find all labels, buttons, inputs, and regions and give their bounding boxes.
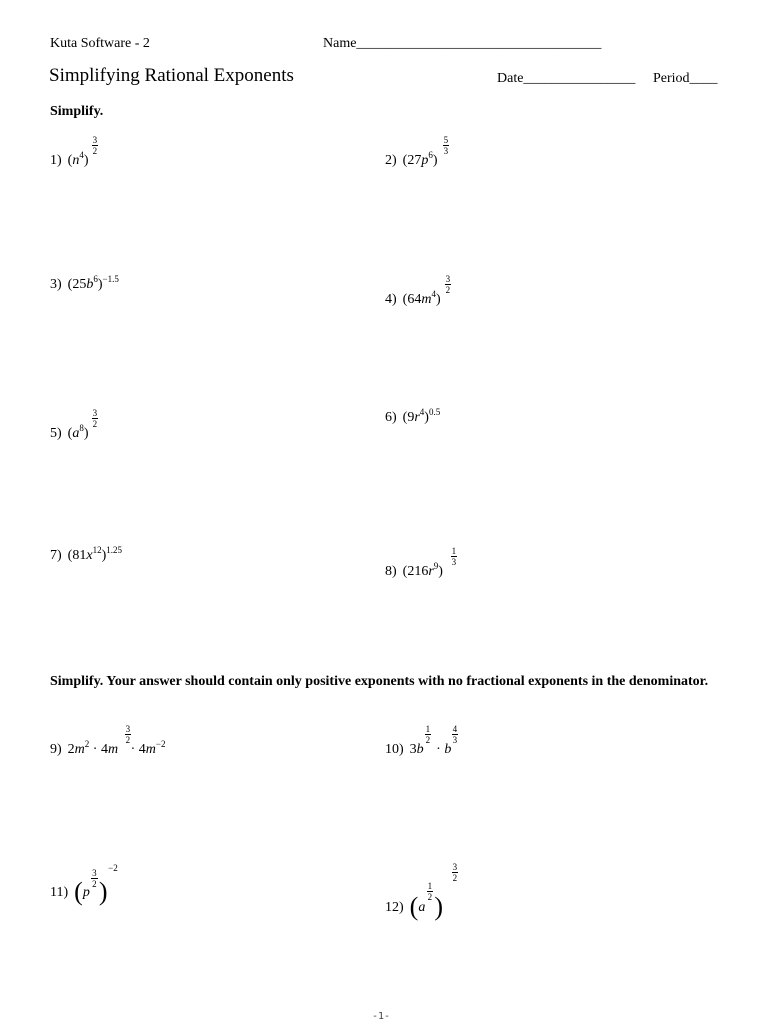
problem-8: [385, 546, 457, 580]
problem-expression: $(64m^4)$ $\frac{3}{2}$: [402, 274, 451, 307]
problem-12: [385, 862, 458, 921]
problem-6: [385, 407, 441, 426]
name-field-label: Name___________________________________: [323, 36, 602, 51]
inner-exponent: $\frac{1}{2}$: [427, 881, 433, 902]
problem-expression: $(9r^4)^{0.5}$: [402, 407, 441, 425]
problem-number: 12): [385, 900, 404, 915]
problem-number: 11): [50, 885, 69, 900]
worksheet-title: Simplifying Rational Exponents: [49, 65, 294, 86]
problem-number: 2): [385, 153, 397, 168]
problem-expression: $2m^2 \cdot 4m$ $\frac{3}{2}$ · $4m^{-2}$: [67, 724, 166, 757]
problem-expression: (a ) $\frac{1}{2}$ $\frac{3}{2}$: [409, 862, 458, 921]
outer-exponent: $\frac{1}{3}$: [451, 546, 457, 567]
problem-expression: $(a^8)$ $\frac{3}{2}$: [67, 408, 98, 441]
problem-expression: $(81x^{12})^{1.25}$: [67, 545, 122, 563]
problem-number: 5): [50, 426, 62, 441]
problem-number: 4): [385, 292, 397, 307]
problem-number: 7): [50, 548, 62, 563]
page-number: -1-: [372, 1011, 391, 1022]
problem-2: [385, 135, 449, 169]
problem-1: [50, 135, 99, 169]
problem-number: 3): [50, 277, 62, 292]
problem-7: [50, 545, 122, 564]
outer-exponent: $\frac{3}{2}$: [452, 862, 458, 883]
section2-instruction: Simplify. Your answer should contain only positive exponents with no fractional exponents in the denominator.: [50, 674, 709, 689]
problem-expression: $(216r^9)$ $\frac{1}{3}$: [402, 546, 457, 579]
date-field-label: Date________________: [497, 71, 636, 86]
problem-number: 8): [385, 564, 397, 579]
problem-number: 6): [385, 410, 397, 425]
outer-exponent: −1.5: [102, 274, 119, 284]
outer-exponent: 1.25: [106, 545, 122, 555]
problem-number: 1): [50, 153, 62, 168]
term2-exponent: $\frac{4}{3}$: [452, 724, 458, 745]
outer-exponent: −2: [108, 863, 118, 873]
outer-exponent: $\frac{3}{2}$: [445, 274, 451, 295]
problem-expression: (p ) $\frac{3}{2}$ −2: [74, 863, 118, 906]
outer-exponent: $\frac{3}{2}$: [92, 135, 98, 156]
software-label: Kuta Software - 2: [50, 36, 150, 51]
problem-number: 9): [50, 742, 62, 757]
problem-11: [50, 863, 118, 906]
outer-exponent: $\frac{3}{2}$: [92, 408, 98, 429]
term2-exponent: $\frac{3}{2}$: [125, 724, 131, 745]
problem-expression: $(n^4)$ $\frac{3}{2}$: [67, 135, 98, 168]
problem-4: [385, 274, 451, 308]
problem-5: [50, 408, 99, 442]
period-field-label: Period____: [653, 71, 718, 86]
section1-instruction: Simplify.: [50, 104, 104, 119]
problem-9: [50, 724, 166, 758]
outer-exponent: 0.5: [428, 407, 441, 417]
problem-10: [385, 724, 460, 758]
outer-exponent: $\frac{5}{3}$: [443, 135, 449, 156]
term1-exponent: $\frac{1}{2}$: [425, 724, 431, 745]
problem-number: 10): [385, 742, 404, 757]
problem-3: [50, 274, 119, 293]
inner-exponent: $\frac{3}{2}$: [92, 868, 97, 889]
problem-expression: 3b $\frac{1}{2}$ · b $\frac{4}{3}$: [409, 724, 458, 757]
problem-expression: $(27p^6)$ $\frac{5}{3}$: [402, 135, 449, 168]
problem-expression: $(25b^6)^{-1.5}$: [67, 274, 119, 292]
